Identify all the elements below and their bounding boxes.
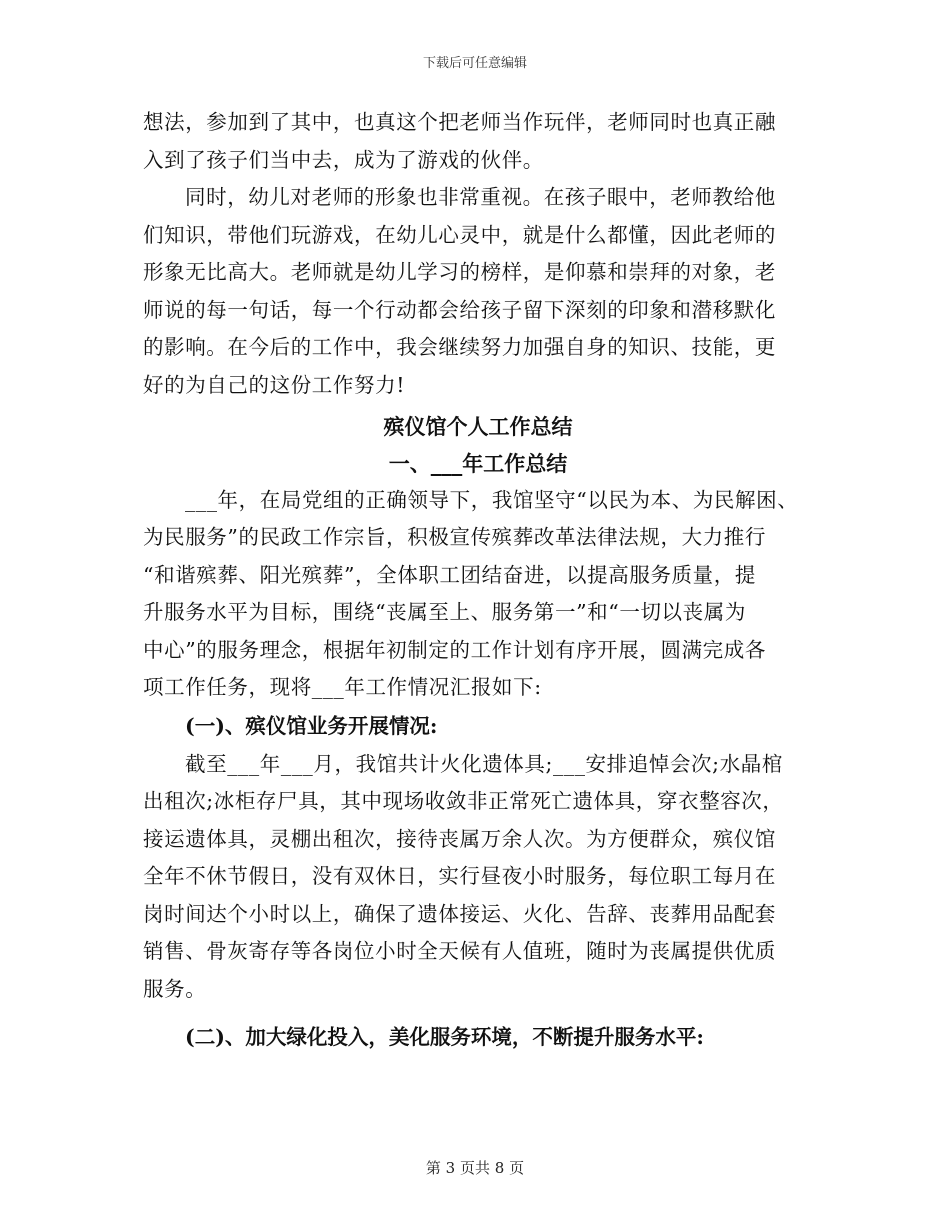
paragraph-line: 接运遗体具，灵棚出租次，接待丧属万余人次。为方便群众，殡仪馆 xyxy=(143,826,776,851)
paragraph-line: 们知识，带他们玩游戏，在幼儿心灵中，就是什么都懂，因此老师的 xyxy=(143,222,776,247)
document-body xyxy=(143,104,813,1057)
paragraph-line: 全年不休节假日，没有双休日，实行昼夜小时服务，每位职工每月在 xyxy=(143,864,776,888)
paragraph-line: 中心”的服务理念，根据年初制定的工作计划有序开展，圆满完成各 xyxy=(143,637,766,662)
paragraph-line: 同时，幼儿对老师的形象也非常重视。在孩子眼中，老师教给他 xyxy=(185,185,776,209)
spacer xyxy=(143,1008,813,1018)
paragraph-line: 的影响。在今后的工作中，我会继续努力加强自身的知识、技能，更 xyxy=(143,335,776,359)
page-header: 下载后可任意编辑 xyxy=(422,56,527,71)
paragraph-line: 好的为自己的这份工作努力! xyxy=(143,372,406,397)
subsection-heading: (二)、加大绿化投入，美化服务环境，不断提升服务水平: xyxy=(185,1025,704,1049)
paragraph-line: 截至___年___月，我馆共计火化遗体具;___安排追悼会次;水晶棺 xyxy=(185,751,783,776)
page-footer: 第 3 页共 8 页 xyxy=(425,1159,525,1177)
paragraph-line: “和谐殡葬、阳光殡葬”，全体职工团结奋进，以提高服务质量，提 xyxy=(143,562,756,587)
document-title: 殡仪馆个人工作总结 xyxy=(383,414,573,439)
paragraph-line: 岗时间达个小时以上，确保了遗体接运、火化、告辞、丧葬用品配套 xyxy=(143,901,776,926)
section-heading: 一、___年工作总结 xyxy=(388,450,568,476)
paragraph-line: 升服务水平为目标，围绕“丧属至上、服务第一”和“一切以丧属为 xyxy=(143,600,746,624)
paragraph-line: 想法，参加到了其中，也真这个把老师当作玩伴，老师同时也真正融 xyxy=(143,110,776,134)
paragraph-line: ___年，在局党组的正确领导下，我馆坚守“以民为本、为民解困、 xyxy=(185,487,799,512)
paragraph-line: 服务。 xyxy=(143,976,207,1001)
paragraph-line: 项工作任务，现将___年工作情况汇报如下: xyxy=(143,675,542,699)
paragraph-line: 销售、骨灰寄存等各岗位小时全天候有人值班，随时为丧属提供优质 xyxy=(143,939,776,963)
paragraph-line: 出租次;冰柜存尸具，其中现场收敛非正常死亡遗体具，穿衣整容次， xyxy=(143,789,784,813)
paragraph-line: 入到了孩子们当中去，成为了游戏的伙伴。 xyxy=(143,147,544,172)
paragraph-line: 为民服务”的民政工作宗旨，积极宣传殡葬改革法律法规，大力推行 xyxy=(143,525,766,549)
subsection-heading: (一)、殡仪馆业务开展情况: xyxy=(185,713,438,738)
paragraph-line: 师说的每一句话，每一个行动都会给孩子留下深刻的印象和潜移默化 xyxy=(143,297,776,322)
paragraph-line: 形象无比高大。老师就是幼儿学习的榜样，是仰慕和崇拜的对象，老 xyxy=(143,260,776,284)
